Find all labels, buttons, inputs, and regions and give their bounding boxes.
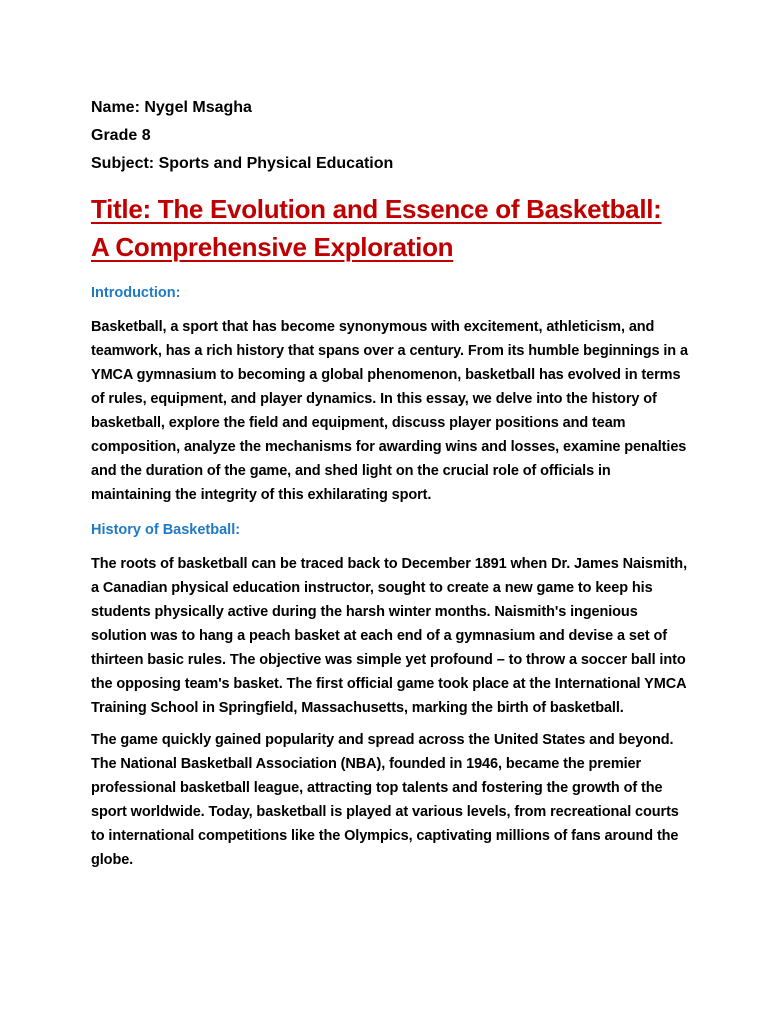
student-grade: Grade 8	[91, 127, 151, 144]
document-title	[91, 190, 688, 266]
introduction-heading: Introduction:	[91, 285, 181, 301]
history-paragraph-1: The roots of basketball can be traced back to December 1891 when Dr. James Naismith, a Canadian physical education instructor, sought to create a new game to keep his students physically active during the harsh winter months. Naismith's ingenious solution was to hang a peach basket at each end of a gymnasium and devise a set of thirteen basic rules. The objective was simple yet profound – to throw a soccer ball into the opposing team's basket. The first official game took place at the International YMCA Training School in Springfield, Massachusetts, marking the birth of basketball.	[91, 556, 687, 716]
title-line-1: Title: The Evolution and Essence of Basketball:	[91, 194, 662, 224]
title-line-2: A Comprehensive Exploration	[91, 232, 454, 262]
history-paragraph-2: The game quickly gained popularity and spread across the United States and beyond. The National Basketball Association (NBA), founded in 1946, became the premier professional basketball league, attracting top talents and fostering the growth of the sport worldwide. Today, basketball is played at various levels, from recreational courts to international competitions like the Olympics, captivating millions of fans around the globe.	[91, 732, 679, 868]
student-name: Name: Nygel Msagha	[91, 99, 252, 116]
subject-line: Subject: Sports and Physical Education	[91, 155, 394, 172]
introduction-paragraph: Basketball, a sport that has become synonymous with excitement, athleticism, and teamwork, has a rich history that spans over a century. From its humble beginnings in a YMCA gymnasium to becoming a global phenomenon, basketball has evolved in terms of rules, equipment, and player dynamics. In this essay, we delve into the history of basketball, explore the field and equipment, discuss player positions and team composition, analyze the mechanisms for awarding wins and losses, examine penalties and the duration of the game, and shed light on the crucial role of officials in maintaining the integrity of this exhilarating sport.	[91, 319, 688, 503]
history-heading: History of Basketball:	[91, 522, 241, 538]
